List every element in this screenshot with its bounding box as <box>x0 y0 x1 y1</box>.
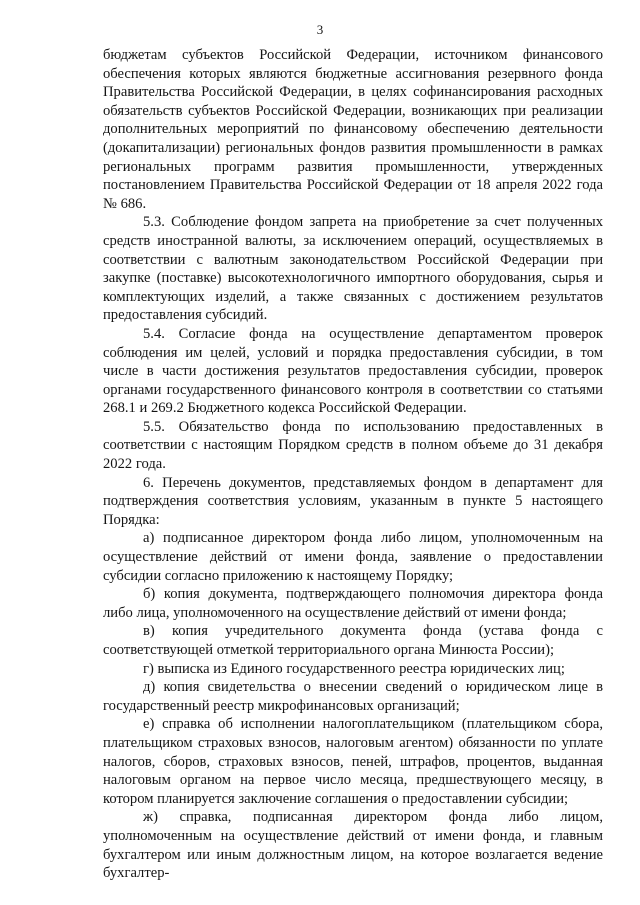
paragraph-6-v: в) копия учредительного документа фонда (устава фонда с соответствующей отметкой территориального органа Минюста России); <box>103 623 603 658</box>
paragraph-5-5: 5.5. Обязательство фонда по использованию предоставленных в соответствии с настоящим Порядком средств в полном объеме до 31 декабря 2022 года. <box>103 418 603 473</box>
paragraph-5-4: 5.4. Согласие фонда на осуществление департаментом проверок соблюдения им целей, условий и порядка предоставления субсидии, в том числе в части достижения результатов предоставления субсидии, проверок органами государственного финансового контроля в соответствии со статьями 268.1 и 269.2 Бюджетного кодекса Российской Федерации. <box>103 325 603 417</box>
paragraph-6: 6. Перечень документов, представляемых фондом в департамент для подтверждения соответствия условиям, указанным в пункте 5 настоящего Порядка: <box>103 474 603 528</box>
body-text <box>103 46 603 883</box>
paragraph-cont: бюджетам субъектов Российской Федерации, источником финансового обеспечения которых являются бюджетные ассигнования резервного фонда Правительства Российской Федерации, в целях софинансирования расходных обязательств субъектов Российской Федерации, возникающих при реализации дополнительных мероприятий по финансовому обеспечению деятельности (докапитализации) региональных фондов развития промышленности в рамках региональных программ развития промышленности, утвержденных постановлением Правительства Российской Федерации от 18 апреля 2022 года № 686. <box>103 47 603 212</box>
paragraph-5-3: 5.3. Соблюдение фондом запрета на приобретение за счет полученных средств иностранной валюты, за исключением операций, осуществляемых в соответствии с валютным законодательством Российской Федерации при закупке (поставке) высокотехнологичного импортного оборудования, сырья и комплектующих изделий, а также связанных с достижением результатов предоставления субсидий. <box>103 214 603 324</box>
page-number: 3 <box>316 22 324 37</box>
paragraph-6-e: е) справка об исполнении налогоплательщиком (плательщиком сбора, плательщиком страховых взносов, налоговым агентом) обязанности по уплате налогов, сборов, страховых взносов, пеней, штрафов, процентов, выданная налоговым органом на первое число месяца, предшествующего месяцу, в котором планируется заключение соглашения о предоставлении субсидии; <box>103 716 603 807</box>
paragraph-6-d: д) копия свидетельства о внесении сведений о юридическом лице в государственный реестр микрофинансовых организаций; <box>103 679 603 714</box>
paragraph-6-zh: ж) справка, подписанная директором фонда либо лицом, уполномоченным на осуществление действий от имени фонда, и главным бухгалтером или иным должностным лицом, на которое возлагается ведение бухгалтер- <box>103 809 603 882</box>
paragraph-6-b: б) копия документа, подтверждающего полномочия директора фонда либо лица, уполномоченного на осуществление действий от имени фонда; <box>103 586 603 621</box>
paragraph-6-a: а) подписанное директором фонда либо лицом, уполномоченным на осуществление действий от имени фонда, заявление о предоставлении субсидии согласно приложению к настоящему Порядку; <box>103 530 603 584</box>
paragraph-6-g: г) выписка из Единого государственного реестра юридических лиц; <box>143 660 565 677</box>
